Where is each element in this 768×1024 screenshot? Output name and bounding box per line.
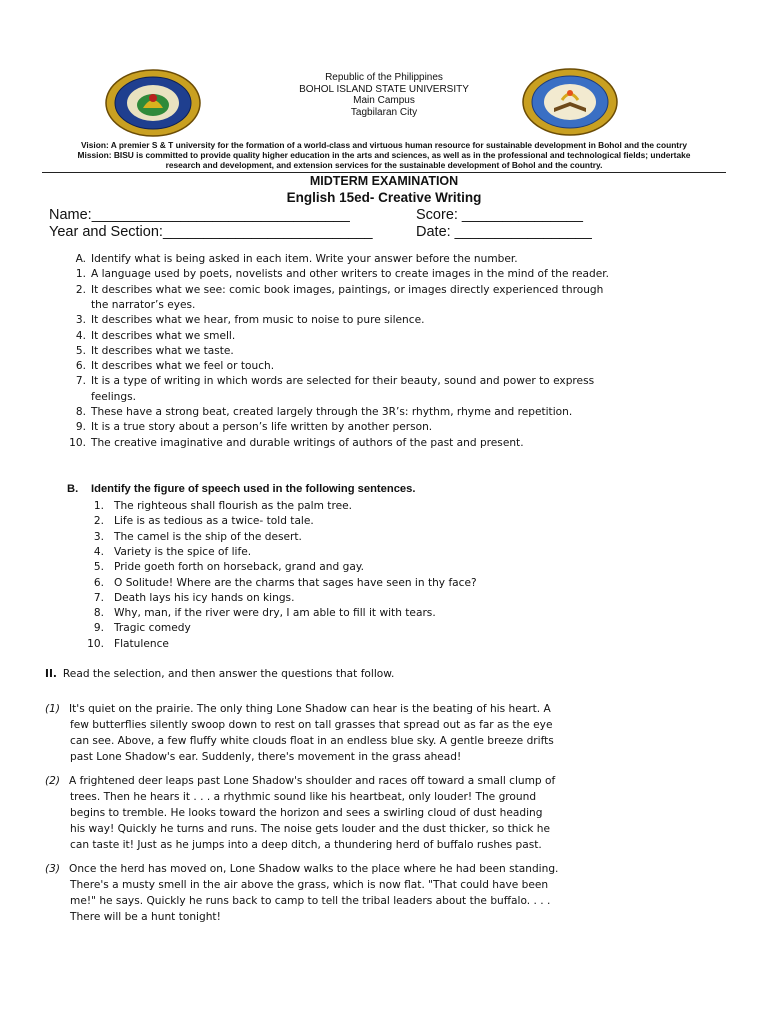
section-ii-instruction: Read the selection, and then answer the questions that follow. bbox=[62, 668, 395, 680]
question-text: It describes what we feel or touch. bbox=[91, 360, 275, 373]
date-field[interactable]: Date: _________________ bbox=[416, 224, 592, 240]
question-text: It is a true story about a person’s life written by another person. bbox=[91, 421, 433, 434]
question-number: 6. bbox=[75, 360, 86, 373]
question-number: 3. bbox=[75, 314, 86, 327]
item-sentence: The righteous shall flourish as the palm tree. bbox=[114, 500, 352, 512]
question-number: 10. bbox=[69, 436, 86, 449]
header-divider bbox=[42, 172, 726, 173]
campus-line: Main Campus bbox=[353, 95, 415, 106]
item-number: 1. bbox=[93, 500, 104, 512]
question-text: It describes what we taste. bbox=[91, 344, 234, 357]
item-number: 9. bbox=[93, 622, 104, 635]
university-name: BOHOL ISLAND STATE UNIVERSITY bbox=[299, 83, 469, 95]
paragraph-line: past Lone Shadow's ear. Suddenly, there's movement in the grass ahead! bbox=[70, 751, 462, 763]
paragraph-line: begins to tremble. He looks toward the horizon and sees a swirling cloud of dust heading bbox=[70, 807, 543, 819]
question-number: 2. bbox=[75, 283, 86, 296]
item-sentence: Life is as tedious as a twice- told tale. bbox=[114, 515, 314, 528]
section-b-label: B. bbox=[67, 483, 79, 495]
paragraph-line: There will be a hunt tonight! bbox=[70, 911, 221, 923]
paragraph-line: few butterflies silently swoop down to rest on tall grasses that spread out as far as the eye bbox=[70, 719, 553, 731]
item-number: 3. bbox=[93, 530, 104, 543]
name-field[interactable]: Name:________________________________ bbox=[49, 207, 350, 223]
paragraph-line: his way! Quickly he turns and runs. The noise gets louder and the dust thicker, so thick he bbox=[70, 823, 550, 835]
bisu-seal-icon bbox=[103, 68, 203, 138]
paragraph-line: trees. Then he hears it . . . a rhythmic sound like his heartbeat, only louder! The ground bbox=[70, 791, 537, 803]
paragraph-line: A frightened deer leaps past Lone Shadow's shoulder and races off toward a small clump of bbox=[69, 775, 556, 787]
paragraph-line: can see. Above, a few fluffy white clouds float in an endless blue sky. A gentle breeze drifts bbox=[70, 735, 554, 747]
question-text: The creative imaginative and durable writings of authors of the past and present. bbox=[91, 436, 524, 449]
item-number: 8. bbox=[93, 607, 104, 620]
republic-line: Republic of the Philippines bbox=[325, 72, 443, 83]
paragraph-number: (3) bbox=[45, 863, 61, 875]
item-sentence: Variety is the spice of life. bbox=[114, 545, 252, 558]
question-number: 5. bbox=[75, 344, 86, 357]
question-number: 1. bbox=[75, 268, 86, 281]
item-number: 4. bbox=[93, 545, 104, 558]
question-number: 8. bbox=[75, 406, 86, 418]
paragraph-line: It's quiet on the prairie. The only thing Lone Shadow can hear is the beating of his heart. A bbox=[69, 703, 551, 715]
section-a-label: A. bbox=[75, 253, 86, 265]
question-text: It describes what we hear, from music to noise to pure silence. bbox=[91, 314, 425, 327]
paragraph-line: me!" he says. Quickly he runs back to camp to tell the tribal leaders about the buffalo. . . . bbox=[70, 895, 551, 907]
vision-mission bbox=[42, 140, 726, 170]
question-text: It is a type of writing in which words are selected for their beauty, sound and power to express bbox=[91, 375, 595, 388]
item-sentence: Pride goeth forth on horseback, grand and gay. bbox=[114, 561, 364, 574]
section-a-instruction-text: Identify what is being asked in each item. Write your answer before the number. bbox=[91, 253, 518, 265]
paragraph-line: can taste it! Just as he jumps into a deep ditch, a thundering herd of buffalo rushes past. bbox=[70, 839, 542, 851]
item-sentence: The camel is the ship of the desert. bbox=[114, 530, 302, 543]
item-number: 2. bbox=[93, 515, 104, 528]
mission-text-1: Mission: BISU is committed to provide quality higher education in the arts and sciences, as well as in the professional and technological fields; undertake bbox=[77, 150, 691, 160]
score-field[interactable]: Score: _______________ bbox=[416, 207, 583, 223]
item-number: 6. bbox=[93, 576, 104, 589]
item-sentence: Death lays his icy hands on kings. bbox=[114, 591, 295, 604]
section-b-instruction: Identify the figure of speech used in the following sentences. bbox=[91, 483, 416, 495]
exam-title: MIDTERM EXAMINATION bbox=[309, 174, 459, 188]
paragraph-line: Once the herd has moved on, Lone Shadow walks to the place where he had been standing. bbox=[69, 863, 559, 875]
paragraph-line: There's a musty smell in the air above the grass, which is now flat. "That could have been bbox=[70, 879, 549, 891]
item-number: 5. bbox=[93, 561, 104, 574]
question-text: A language used by poets, novelists and other writers to create images in the mind of the reader. bbox=[91, 268, 610, 281]
mission-text-2: research and development, and extension services for the sustainable development of Bohol and the country. bbox=[165, 160, 603, 170]
item-sentence: Why, man, if the river were dry, I am able to fill it with tears. bbox=[114, 607, 436, 620]
question-text: It describes what we see: comic book images, paintings, or images directly experienced through bbox=[91, 283, 604, 296]
paragraph-number: (2) bbox=[45, 775, 61, 787]
item-number: 7. bbox=[93, 591, 104, 604]
item-sentence: Flatulence bbox=[114, 637, 169, 650]
exam-subtitle: English 15ed- Creative Writing bbox=[286, 190, 482, 205]
question-number: 9. bbox=[75, 421, 86, 434]
city-line: Tagbilaran City bbox=[350, 106, 418, 118]
paragraph-number: (1) bbox=[45, 703, 61, 715]
year-section-field[interactable]: Year and Section:__________________________ bbox=[49, 224, 373, 240]
question-number: 7. bbox=[75, 375, 86, 388]
item-sentence: Tragic comedy bbox=[114, 622, 191, 635]
teacher-education-seal-icon bbox=[520, 66, 620, 136]
question-text: It describes what we smell. bbox=[91, 329, 236, 342]
section-ii-heading bbox=[45, 668, 394, 680]
question-number: 4. bbox=[75, 329, 86, 342]
item-number: 10. bbox=[87, 637, 104, 650]
question-text: the narrator’s eyes. bbox=[91, 298, 196, 311]
item-sentence: O Solitude! Where are the charms that sages have seen in thy face? bbox=[114, 576, 477, 589]
question-text: These have a strong beat, created largely through the 3R’s: rhythm, rhyme and repetition. bbox=[91, 406, 573, 418]
institution-header bbox=[234, 72, 534, 118]
vision-text: Vision: A premier S & T university for the formation of a world-class and virtuous human resource for sustainable development in Bohol and the country bbox=[80, 140, 688, 150]
question-text: feelings. bbox=[91, 390, 136, 403]
section-ii-label: II. bbox=[45, 668, 57, 680]
